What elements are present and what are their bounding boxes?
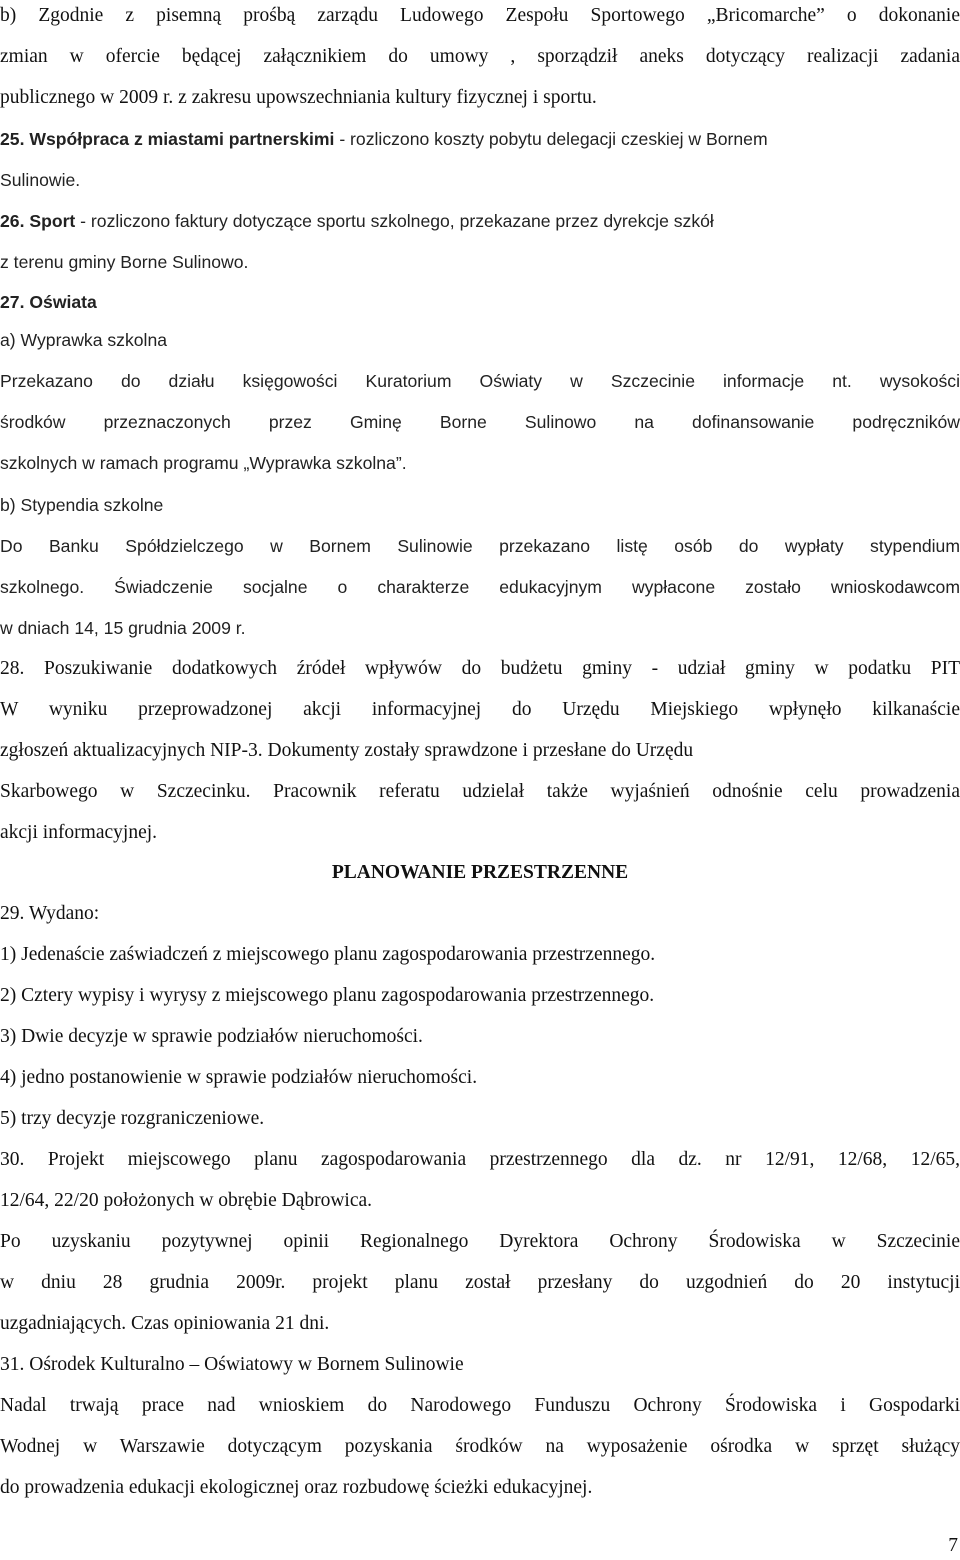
paragraph-line: publicznego w 2009 r. z zakresu upowszechniania kultury fizycznej i sportu. xyxy=(0,87,597,108)
paragraph-line: akcji informacyjnej. xyxy=(0,822,158,843)
paragraph-line: w dniu 28 grudnia 2009r. projekt planu został przesłany do uzgodnień do 20 instytucji xyxy=(0,1272,960,1293)
section-heading xyxy=(0,290,960,314)
subsection-heading: a) Wyprawka szkolna xyxy=(0,330,168,350)
paragraph-line: uzgadniających. Czas opiniowania 21 dni. xyxy=(0,1313,330,1334)
paragraph-line: Sulinowie. xyxy=(0,170,81,190)
paragraph-line: środków przeznaczonych przez Gminę Borne Sulinowo na dofinansowanie podręczników xyxy=(0,412,960,432)
section-heading: 25. Współpraca z miastami partnerskimi xyxy=(0,129,335,149)
paragraph-line: b) Zgodnie z pisemną prośbą zarządu Ludowego Zespołu Sportowego „Bricomarche” o dokonanie xyxy=(0,5,960,26)
list-item: 5) trzy decyzje rozgraniczeniowe. xyxy=(0,1108,265,1129)
paragraph-line: Wodnej w Warszawie dotyczącym pozyskania środków na wyposażenie ośrodka w sprzęt służący xyxy=(0,1436,960,1457)
section-heading: 26. Sport xyxy=(0,211,76,231)
paragraph-line: szkolnych w ramach programu „Wyprawka szkolna”. xyxy=(0,453,407,473)
paragraph-line: zgłoszeń aktualizacyjnych NIP-3. Dokumenty zostały sprawdzone i przesłane do Urzędu xyxy=(0,740,694,761)
paragraph-line: 31. Ośrodek Kulturalno – Oświatowy w Bornem Sulinowie xyxy=(0,1354,464,1375)
paragraph-line: Nadal trwają prace nad wnioskiem do Narodowego Funduszu Ochrony Środowiska i Gospodarki xyxy=(0,1395,960,1416)
section-title: PLANOWANIE PRZESTRZENNE xyxy=(331,862,629,883)
paragraph-text: - rozliczono koszty pobytu delegacji czeskiej w Bornem xyxy=(339,129,768,149)
list-item: 2) Cztery wypisy i wyrysy z miejscowego planu zagospodarowania przestrzennego. xyxy=(0,985,655,1006)
paragraph-line: W wyniku przeprowadzonej akcji informacyjnej do Urzędu Miejskiego wpłynęło kilkanaście xyxy=(0,699,960,720)
paragraph-line: Po uzyskaniu pozytywnej opinii Regionalnego Dyrektora Ochrony Środowiska w Szczecinie xyxy=(0,1231,960,1252)
list-item: 4) jedno postanowienie w sprawie podziałów nieruchomości. xyxy=(0,1067,478,1088)
paragraph-line: w dniach 14, 15 grudnia 2009 r. xyxy=(0,618,246,638)
paragraph-line: Skarbowego w Szczecinku. Pracownik referatu udzielał także wyjaśnień odnośnie celu prowadzenia xyxy=(0,781,960,802)
paragraph-line: 29. Wydano: xyxy=(0,903,100,924)
paragraph-line: 12/64, 22/20 położonych w obrębie Dąbrowica. xyxy=(0,1190,373,1211)
list-item: 3) Dwie decyzje w sprawie podziałów nieruchomości. xyxy=(0,1026,423,1047)
paragraph-line: do prowadzenia edukacji ekologicznej oraz rozbudowę ścieżki edukacyjnej. xyxy=(0,1477,593,1498)
list-item: 1) Jedenaście zaświadczeń z miejscowego planu zagospodarowania przestrzennego. xyxy=(0,944,656,965)
paragraph-line: szkolnego. Świadczenie socjalne o charakterze edukacyjnym wypłacone zostało wnioskodawcom xyxy=(0,577,960,597)
section-25 xyxy=(0,127,960,151)
paragraph-text: - rozliczono faktury dotyczące sportu szkolnego, przekazane przez dyrekcje szkół xyxy=(80,211,714,231)
paragraph-line: Przekazano do działu księgowości Kuratorium Oświaty w Szczecinie informacje nt. wysokości xyxy=(0,371,960,391)
subsection-heading: b) Stypendia szkolne xyxy=(0,495,164,515)
paragraph-line: zmian w ofercie będącej załącznikiem do umowy , sporządził aneks dotyczący realizacji zadania xyxy=(0,46,960,67)
section-26 xyxy=(0,209,960,233)
paragraph-line: 28. Poszukiwanie dodatkowych źródeł wpływów do budżetu gminy - udział gminy w podatku PIT xyxy=(0,658,960,679)
paragraph-line: z terenu gminy Borne Sulinowo. xyxy=(0,252,249,272)
paragraph-line: 30. Projekt miejscowego planu zagospodarowania przestrzennego dla dz. nr 12/91, 12/68, 12/65, xyxy=(0,1149,960,1170)
section-heading-text: 27. Oświata xyxy=(0,292,97,312)
paragraph-line: Do Banku Spółdzielczego w Bornem Sulinowie przekazano listę osób do wypłaty stypendium xyxy=(0,536,960,556)
page-number: 7 xyxy=(948,1535,958,1556)
